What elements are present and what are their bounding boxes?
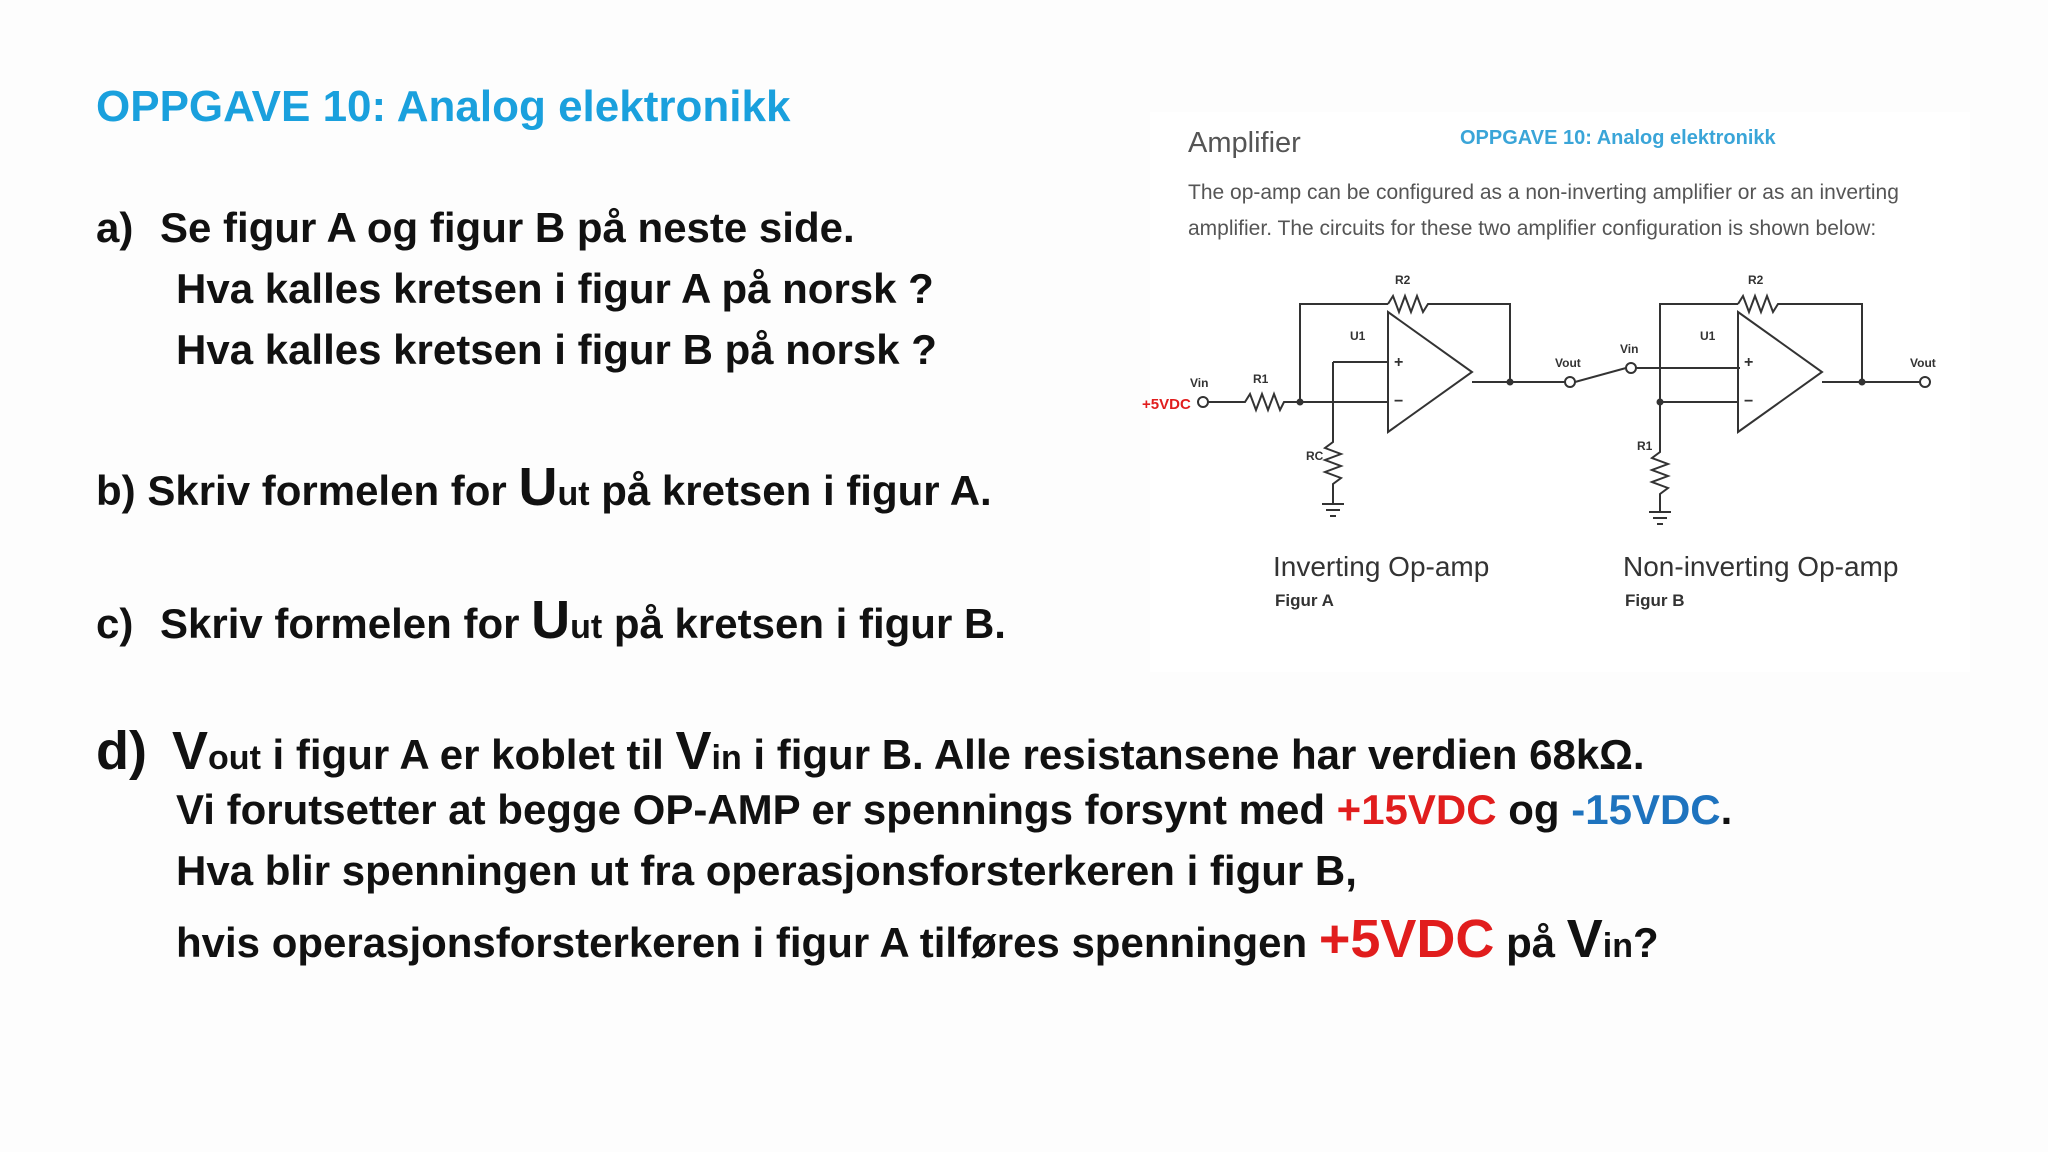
question-a-line3: Hva kalles kretsen i figur B på norsk ?: [176, 326, 937, 373]
question-c-sub: ut: [570, 608, 603, 646]
resistor-r1-b: [1652, 402, 1668, 512]
noninverting-circuit: [1626, 296, 1930, 524]
r2-label-a: R2: [1395, 273, 1411, 287]
source-terminal: [1198, 397, 1208, 407]
figure-desc-line1: The op-amp can be configured as a non-inverting amplifier or as an inverting: [1188, 181, 1899, 204]
question-b-post: på kretsen i figur A.: [589, 467, 992, 514]
question-d-input-voltage: +5VDC: [1318, 909, 1495, 969]
vin-terminal-b: [1626, 363, 1636, 373]
question-d-l4-pre: hvis operasjonsforsterkeren i figur A tilføres spenningen: [176, 919, 1319, 966]
u1-label-a: U1: [1350, 329, 1366, 343]
link-wire: [1575, 368, 1626, 382]
plus-sign-a: +: [1394, 354, 1404, 371]
inverting-circuit: [1198, 296, 1626, 516]
question-d-neg-supply: -15VDC: [1571, 786, 1721, 833]
question-d-l2-pre: Vi forutsetter at begge OP-AMP er spennings forsynt med: [176, 786, 1337, 833]
question-d-v1: V: [172, 721, 209, 781]
resistor-r1-a: [1208, 394, 1300, 410]
opamp-a-triangle: [1388, 312, 1472, 432]
question-a: [96, 204, 937, 387]
vout-terminal-a: [1565, 377, 1575, 387]
caption-noninverting: Non-inverting Op-amp: [1623, 551, 1899, 582]
question-b-letter: b): [96, 467, 136, 514]
source-label: +5VDC: [1142, 396, 1191, 413]
question-a-line1: Se figur A og figur B på neste side.: [160, 204, 855, 251]
question-a-line2: Hva kalles kretsen i figur A på norsk ?: [176, 265, 934, 312]
ground-symbol-b: [1649, 512, 1671, 524]
question-d-sub2: in: [711, 739, 742, 777]
question-c-u: U: [531, 590, 571, 650]
question-c: [96, 589, 1006, 650]
circuit-figure: [1142, 112, 1970, 672]
question-d-l4-end: ?: [1633, 919, 1659, 966]
u1-label-b: U1: [1700, 329, 1716, 343]
question-c-pre: Skriv formelen for: [160, 600, 532, 647]
resistor-r2-b: [1738, 296, 1862, 382]
question-c-post: på kretsen i figur B.: [602, 600, 1006, 647]
caption-inverting: Inverting Op-amp: [1273, 551, 1490, 582]
node-dot-b1: [1657, 399, 1664, 406]
resistor-r2-a: [1388, 296, 1510, 382]
question-c-letter: c): [96, 600, 134, 647]
r2-label-b: R2: [1748, 273, 1764, 287]
question-b-pre: Skriv formelen for: [147, 467, 519, 514]
node-dot-a2: [1507, 379, 1514, 386]
question-b-u: U: [518, 457, 558, 517]
question-d-l3: Hva blir spenningen ut fra operasjonsforsterkeren i figur B,: [176, 847, 1357, 894]
r1-label-a: R1: [1253, 372, 1269, 386]
question-d-letter: d): [96, 721, 147, 781]
wire-feedback-left-a: [1300, 304, 1388, 402]
vout-terminal-b: [1920, 377, 1930, 387]
node-dot-b2: [1859, 379, 1866, 386]
figure-small-title: OPPGAVE 10: Analog elektronikk: [1460, 127, 1776, 149]
caption-figur-a: Figur A: [1275, 591, 1334, 610]
question-d-l4-mid: på: [1494, 919, 1567, 966]
question-d-sub1: out: [208, 739, 261, 777]
figure-heading: Amplifier: [1188, 127, 1301, 159]
question-d-l2-end: .: [1720, 786, 1733, 833]
circuit-diagram: [1142, 112, 1970, 672]
caption-figur-b: Figur B: [1625, 591, 1685, 610]
vout-label-b: Vout: [1910, 356, 1936, 370]
opamp-b-triangle: [1738, 312, 1822, 432]
question-d-l1-end: i figur B. Alle resistansene har verdien 68kΩ.: [741, 731, 1645, 778]
question-d-v3: V: [1566, 909, 1603, 969]
r1-label-b: R1: [1637, 439, 1653, 453]
minus-sign-a: −: [1394, 393, 1404, 410]
question-d: [96, 720, 1732, 978]
vin-label-a: Vin: [1190, 376, 1209, 390]
question-a-letter: a): [96, 204, 134, 251]
slide-title: OPPGAVE 10: Analog elektronikk: [96, 82, 791, 131]
vout-label-a: Vout: [1555, 356, 1581, 370]
wire-feedback-left-b: [1660, 304, 1738, 402]
resistor-rc: [1325, 362, 1341, 504]
rc-label: RC: [1306, 449, 1324, 463]
vin-label-b: Vin: [1620, 342, 1639, 356]
ground-symbol-a: [1322, 504, 1344, 516]
question-d-l1-mid: i figur A er koblet til: [260, 731, 676, 778]
figure-desc-line2: amplifier. The circuits for these two amplifier configuration is shown below:: [1188, 217, 1877, 240]
node-dot-a1: [1297, 399, 1304, 406]
question-d-pos-supply: +15VDC: [1336, 786, 1497, 833]
question-d-sub3: in: [1602, 927, 1634, 965]
question-d-v2: V: [675, 721, 712, 781]
question-b-sub: ut: [557, 475, 590, 513]
minus-sign-b: −: [1744, 393, 1754, 410]
question-d-l2-mid: og: [1496, 786, 1572, 833]
question-b: [96, 456, 992, 517]
plus-sign-b: +: [1744, 354, 1754, 371]
